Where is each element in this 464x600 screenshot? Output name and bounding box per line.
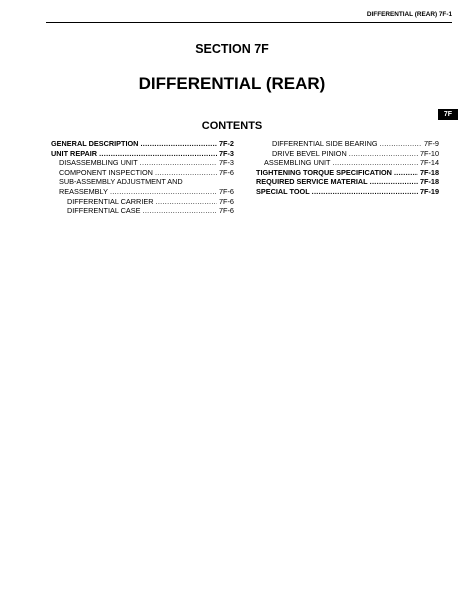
toc-entry-page: 7F-10 — [419, 148, 439, 158]
toc-entry-page: 7F-6 — [218, 186, 234, 196]
toc-entry[interactable] — [256, 139, 439, 149]
section-tab: 7F — [438, 109, 458, 120]
toc-entry-page: 7F-3 — [218, 148, 234, 158]
toc-entry-label: GENERAL DESCRIPTION — [51, 139, 139, 148]
toc-entry-label: ASSEMBLING UNIT — [264, 158, 331, 168]
toc-leader-dots — [143, 206, 217, 216]
toc-entry-page: 7F-2 — [218, 139, 234, 148]
toc-entry-label: SPECIAL TOOL — [256, 186, 310, 196]
toc-entry-page: 7F-14 — [419, 158, 439, 168]
toc-entry-label: DIFFERENTIAL CASE — [67, 206, 141, 216]
toc-leader-dots — [110, 187, 217, 197]
toc-entry[interactable] — [51, 149, 234, 159]
toc-leader-dots — [394, 168, 418, 178]
toc-entry[interactable] — [256, 158, 439, 168]
toc-leader-dots — [140, 139, 217, 149]
toc-entry-page: 7F-18 — [419, 167, 439, 177]
toc-leader-dots — [99, 149, 217, 159]
toc-entry-page: 7F-18 — [419, 177, 439, 187]
toc-entry-page: 7F-6 — [218, 196, 234, 206]
toc-entry[interactable] — [51, 139, 234, 149]
toc-entry-label: TIGHTENING TORQUE SPECIFICATION — [256, 167, 392, 177]
toc-entry[interactable] — [256, 168, 439, 178]
toc-entry-label: DRIVE BEVEL PINION — [272, 148, 347, 158]
toc-left-column — [51, 139, 234, 216]
toc-entry-page: 7F-19 — [419, 186, 439, 196]
toc-entry-label: REASSEMBLY — [59, 186, 108, 196]
toc-entry[interactable] — [256, 187, 439, 197]
toc-entry[interactable] — [51, 158, 234, 168]
toc-entry-continued: SUB-ASSEMBLY ADJUSTMENT AND — [59, 177, 183, 187]
toc-entry-label: REQUIRED SERVICE MATERIAL — [256, 177, 368, 187]
toc-entry[interactable] — [256, 177, 439, 187]
toc-leader-dots — [312, 187, 418, 197]
toc-leader-dots — [380, 139, 422, 149]
toc-leader-dots — [349, 149, 418, 159]
toc-entry-page: 7F-6 — [218, 206, 234, 216]
toc-entry[interactable] — [51, 187, 234, 197]
toc-entry-label: DISASSEMBLING UNIT — [59, 158, 138, 168]
toc-entry[interactable] — [256, 149, 439, 159]
toc-entry-label: UNIT REPAIR — [51, 148, 98, 158]
toc-right-column — [256, 139, 439, 197]
toc-leader-dots — [333, 158, 418, 168]
toc-entry-label: DIFFERENTIAL SIDE BEARING — [272, 139, 378, 148]
toc-entry-page: 7F-9 — [423, 139, 439, 148]
toc-leader-dots — [155, 168, 217, 178]
toc-entry[interactable] — [51, 168, 234, 178]
running-header: DIFFERENTIAL (REAR) 7F-1 — [46, 8, 452, 23]
toc-entry-page: 7F-3 — [218, 158, 234, 168]
toc-entry-page: 7F-6 — [218, 167, 234, 177]
contents-heading: CONTENTS — [201, 120, 263, 132]
toc-leader-dots — [370, 177, 418, 187]
toc-entry-label: DIFFERENTIAL CARRIER — [67, 196, 154, 206]
toc-leader-dots — [140, 158, 217, 168]
toc-entry[interactable] — [51, 206, 234, 216]
section-label: SECTION 7F — [195, 42, 269, 56]
toc-leader-dots — [156, 197, 217, 207]
page-title: DIFFERENTIAL (REAR) — [138, 74, 326, 93]
toc-entry-label: COMPONENT INSPECTION — [59, 167, 153, 177]
toc-entry[interactable] — [51, 197, 234, 207]
